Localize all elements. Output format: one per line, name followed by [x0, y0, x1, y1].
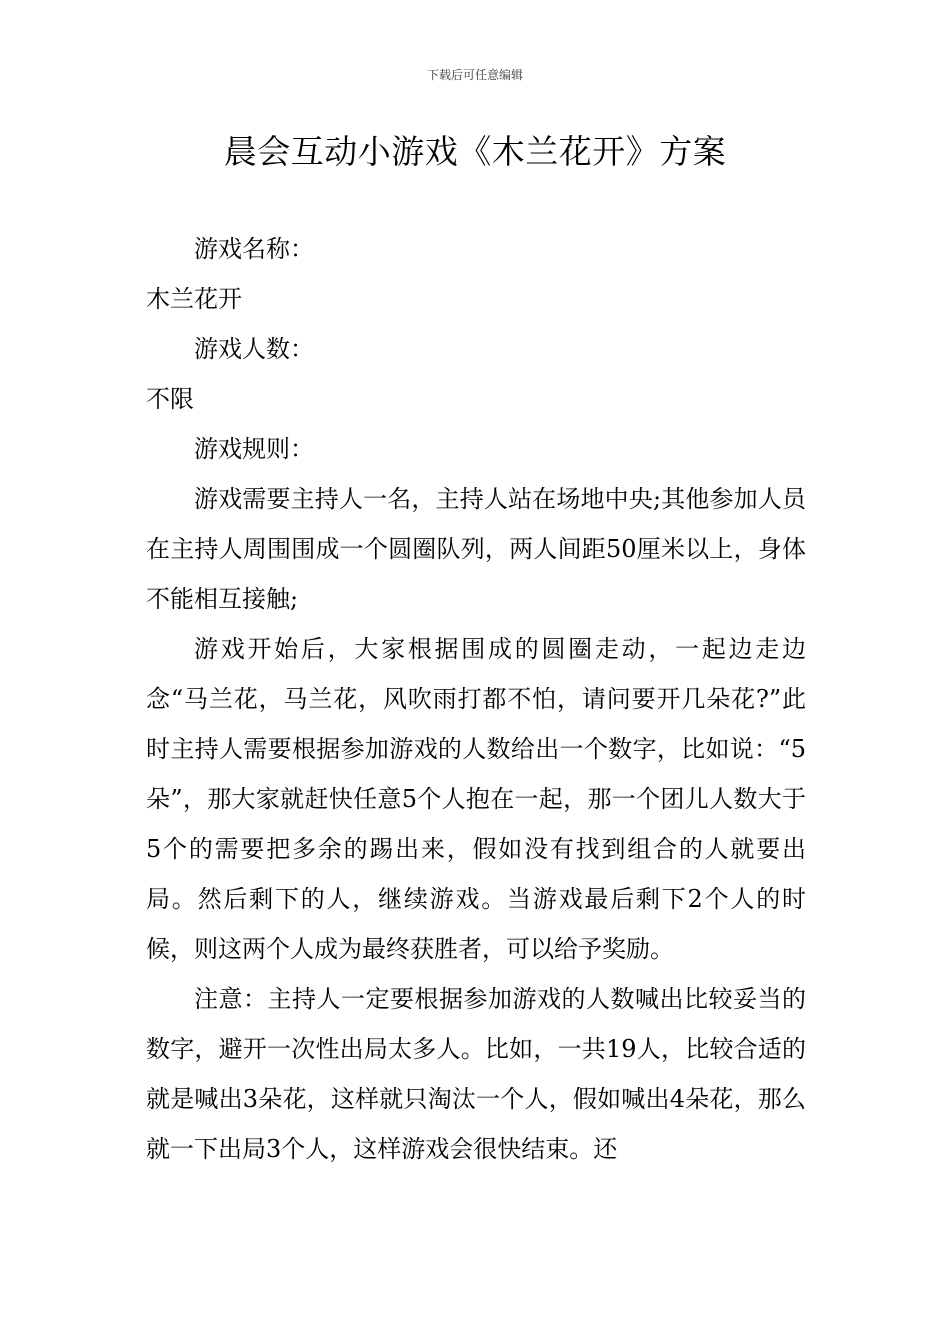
- document-body: [146, 224, 806, 1174]
- document-title: 晨会互动小游戏《木兰花开》方案: [223, 132, 727, 171]
- player-count-value: 不限: [146, 385, 194, 413]
- game-name-label: 游戏名称：: [194, 235, 314, 263]
- header-note: 下载后可任意编辑: [426, 68, 523, 82]
- rules-paragraph-note: 注意：主持人一定要根据参加游戏的人数喊出比较妥当的数字，避开一次性出局太多人。比如，一共19人，比较合适的就是喊出3朵花，这样就只淘汰一个人，假如喊出4朵花，那么就一下出局3个人，这样游戏会很快结束。还: [146, 985, 806, 1163]
- game-rules-label: 游戏规则：: [194, 435, 314, 463]
- rules-paragraph-setup: 游戏需要主持人一名，主持人站在场地中央;其他参加人员在主持人周围围成一个圆圈队列，两人间距50厘米以上，身体不能相互接触;: [146, 485, 806, 613]
- rules-paragraph-play: 游戏开始后，大家根据围成的圆圈走动，一起边走边念“马兰花，马兰花，风吹雨打都不怕，请问要开几朵花?”此时主持人需要根据参加游戏的人数给出一个数字，比如说：“5朵”，那大家就赶快任意5个人抱在一起，那一个团儿人数大于5个的需要把多余的踢出来，假如没有找到组合的人就要出局。然后剩下的人，继续游戏。当游戏最后剩下2个人的时候，则这两个人成为最终获胜者，可以给予奖励。: [146, 635, 806, 963]
- game-name-value: 木兰花开: [146, 285, 242, 313]
- player-count-label: 游戏人数：: [194, 335, 314, 363]
